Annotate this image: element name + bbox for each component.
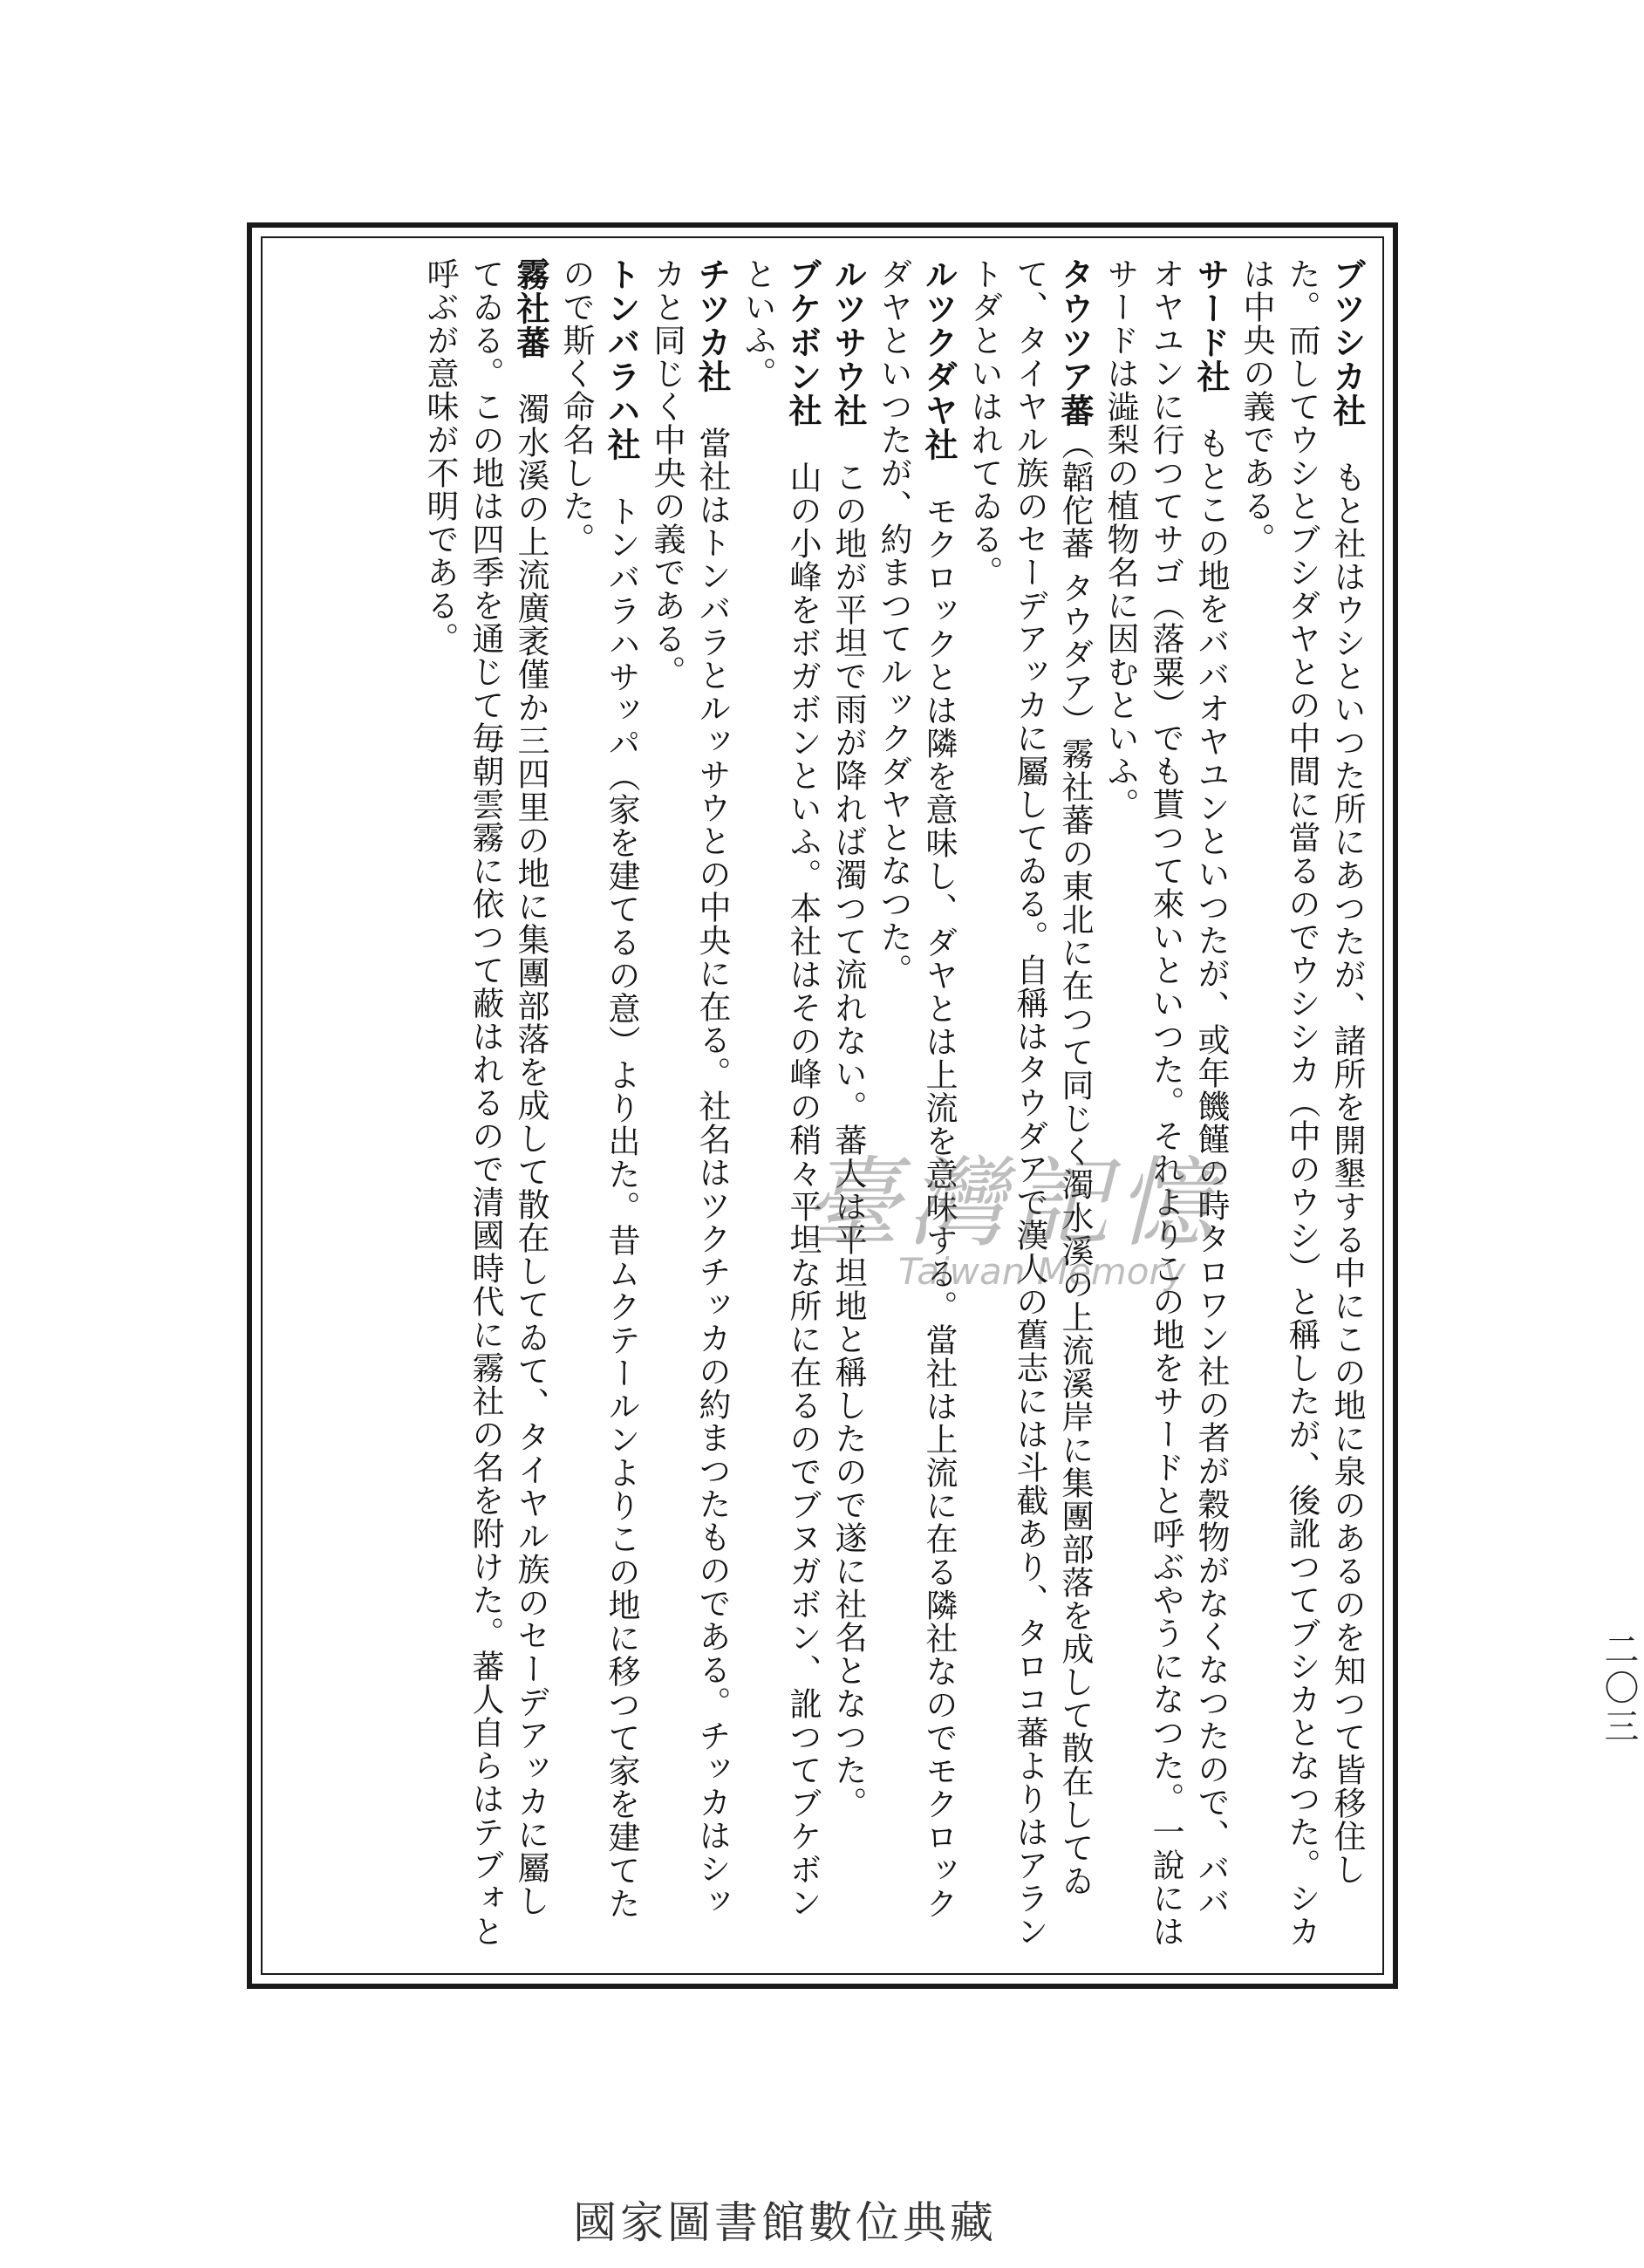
entry-musha (417, 257, 553, 1950)
entry-body: 濁水溪の上流廣袤僅か三四里の地に集團部落を成して散在してゐて、タイヤル族のセーデアッカに屬してゐる。この地は四季を通じて毎朝雲霧に依つて蔽はれるので清國時代に霧社の名を附けた。蕃人自らはテブォと呼ぶが意味が不明である。 (421, 257, 549, 1948)
entry-head: サード社 (1191, 257, 1230, 393)
entry-tautsua (961, 257, 1097, 1950)
entry-head: タウツア蕃 (1055, 257, 1094, 427)
entry-body: もとこの地をババオヤユンといつたが、或年饑饉の時タロワン社の者が穀物がなくなつたので、ババオヤユンに行つてサゴ（落粟）でも貰つて來いといつた。それよりこの地をサードと呼ぶやうになつた。一說にはサードは澁梨の植物名に因むといふ。 (1102, 257, 1230, 1948)
entry-rutsukudaya (870, 257, 961, 1950)
entry-body: モクロックとは隣を意味し、ダヤとは上流を意味する。當社は上流に在る隣社なのでモクロックダヤといつたが、約まつてルックダヤとなつた。 (875, 257, 958, 1920)
entry-head: ルツサウ社 (829, 257, 867, 427)
entry-head: チツカ社 (692, 257, 731, 393)
entry-tonbaraha (553, 257, 644, 1950)
footer-library-credit: 國家圖書館數位典藏 (573, 2197, 997, 2248)
entry-head: ルツクダヤ社 (919, 257, 958, 461)
entry-sado (1097, 257, 1233, 1950)
entry-bukebon (734, 257, 825, 1950)
entry-head: 霧社蕃 (511, 257, 549, 359)
entry-head: トンバラハ社 (602, 257, 640, 461)
entry-butsushika (1233, 257, 1369, 1950)
watermark-en: Taiwan Memory (898, 1250, 1186, 1293)
entry-chitsuka (644, 257, 734, 1950)
entry-body: 山の小峰をボガボンといふ。本社はその峰の稍々平坦な所に在るのでブヌガボン、訛つてブケボンといふ。 (739, 257, 822, 1919)
entry-body: この地が平坦で雨が降れば濁つて流れない。蕃人は平坦地と稱したので遂に社名となつた。 (829, 461, 867, 1820)
entry-body: トンバラハサッパ（家を建てるの意）より出た。昔ムクテールンよりこの地に移つて家を建てたので斯く命名した。 (557, 257, 640, 1920)
entry-head: ブツシカ社 (1327, 257, 1366, 427)
entry-rutsusau (825, 257, 870, 1950)
entry-head: ブケボン社 (783, 257, 822, 427)
entry-body: もと社はウシといつた所にあつたが、諸所を開墾する中にこの地に泉のあるのを知つて皆移住した。而してウシとブシダヤとの中間に當るのでウシシカ（中のウシ）と稱したが、後訛つてブシカとなつた。シカは中央の義である。 (1238, 257, 1366, 1948)
page-number: 二〇三 (1599, 1631, 1639, 1746)
entry-body: 當社はトンバラとルッサウとの中央に在る。社名はツクチッカの約まつたものである。チッカはシッカと同じく中央の義である。 (648, 257, 731, 1918)
watermark-cjk: 臺灣記憶 (802, 1147, 1221, 1260)
vertical-text-block (279, 257, 1369, 1950)
entry-body: （韜佗蕃 タウダア）霧社蕃の東北に在つて同じく濁水溪の上流溪岸に集團部落を成して散在してゐて、タイヤル族のセーデアッカに屬してゐる。自稱はタウダアで漢人の舊志には斗截あり、タロコ蕃よりはアラントダといはれてゐる。 (965, 257, 1094, 1948)
